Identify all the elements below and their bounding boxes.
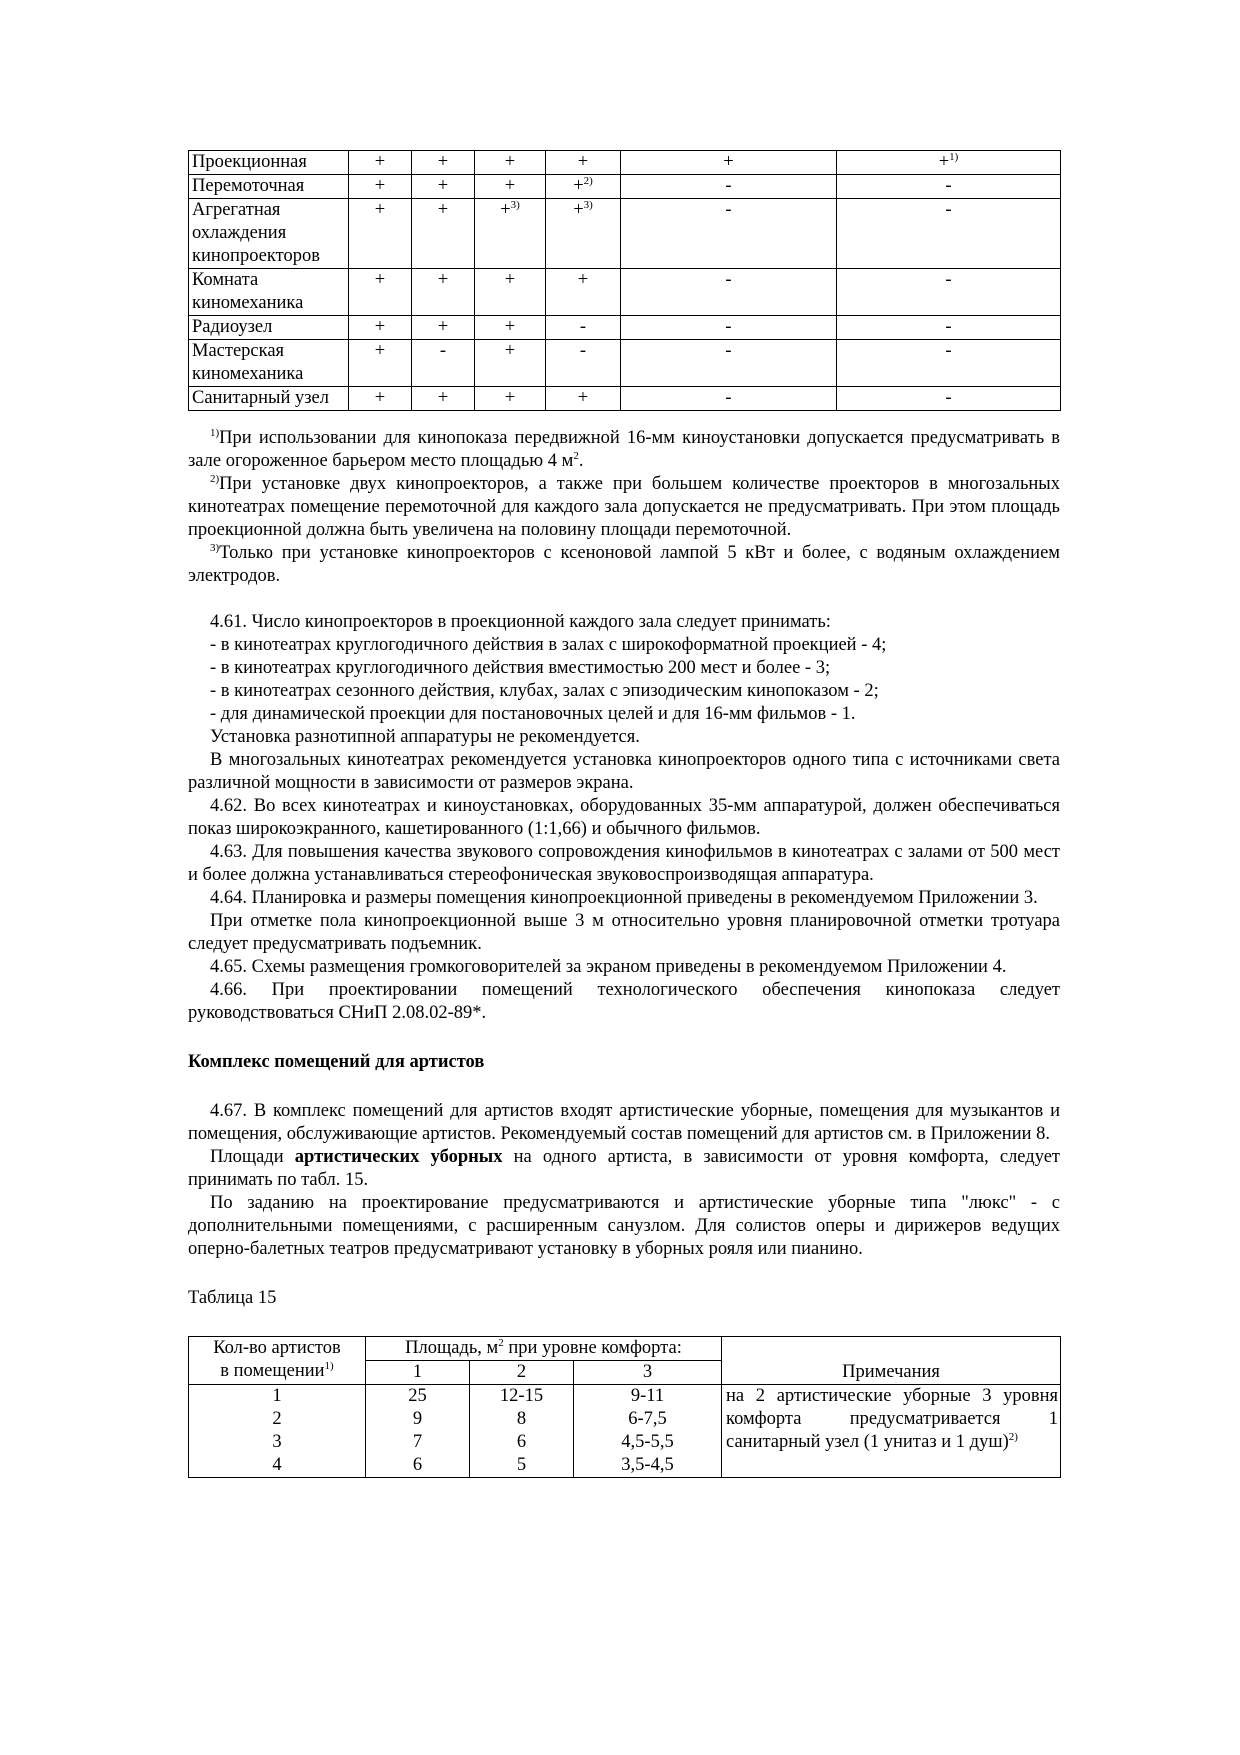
table-cell: + [546,387,621,411]
clause-4-65: 4.65. Схемы размещения громкоговорителей за экраном приведены в рекомендуемом Приложении 4. [210,957,1007,977]
table-row [189,175,1061,199]
table-cell: 9-11 [574,1385,722,1409]
table-cell: + [349,269,412,316]
table-cell: + [412,316,475,340]
table-cell: - [621,316,837,340]
table-cell: + [412,269,475,316]
table-cell: - [546,340,621,387]
table-row [189,151,1061,175]
table-cell: - [837,340,1061,387]
table-cell: 6-7,5 [574,1408,722,1431]
clause-4-67: 4.67. В комплекс помещений для артистов входят артистические уборные, помещения для музыкантов и помещения, обслуживающие артистов. Рекомендуемый состав помещений для артистов см. в Приложении 8. [188,1101,1060,1144]
table-cell: 4 [189,1454,366,1478]
table-cell: - [837,387,1061,411]
table-cell: 2 [189,1408,366,1431]
table-cell: 25 [366,1385,470,1409]
table-cell: + [349,340,412,387]
table-cell: + [546,269,621,316]
table-cell: - [621,340,837,387]
table-cell: 6 [470,1431,574,1454]
table-cell: 12-15 [470,1385,574,1409]
table-cell: 7 [366,1431,470,1454]
table-cell: 6 [366,1454,470,1478]
clause-4-63: 4.63. Для повышения качества звукового сопровождения кинофильмов в кинотеатрах с залами от 500 мест и более должна устанавливаться стереофоническая звуковоспроизводящая аппаратура. [188,842,1060,885]
table-row [189,387,1061,411]
table-cell: + [349,175,412,199]
table-cell: 8 [470,1408,574,1431]
paragraph: Установка разнотипной аппаратуры не рекомендуется. [210,727,640,747]
table-cell: + [475,151,546,175]
clause-4-62: 4.62. Во всех кинотеатрах и киноустановках, оборудованных 35-мм аппаратурой, должен обеспечиваться показ широкоэкранного, кашетированного (1:1,66) и обычного фильмов. [188,796,1060,839]
table-cell: - [412,340,475,387]
footnote-2: $^{2)}$При установке двух кинопроекторов, а также при большем количестве проекторов в многозальных кинотеатрах помещение перемоточной для каждого зала допускается не предусматривать. При этом площадь проекционной должна быть увеличена на половину площади перемоточной. [188,473,1060,540]
table-cell: + [349,151,412,175]
table-row [189,340,1061,387]
footnote-1: $^{1)}$При использовании для кинопоказа передвижной 16-мм киноустановки допускается предусматривать в зале огороженное барьером место площадью 4 $м^2$. [188,427,1060,471]
table-cell: 3 [189,1431,366,1454]
table-cell: + [475,269,546,316]
clause-4-64: 4.64. Планировка и размеры помещения кинопроекционной приведены в рекомендуемом Приложении 3. [210,888,1038,908]
table-cell: - [621,269,837,316]
paragraph: При отметке пола кинопроекционной выше 3 м относительно уровня планировочной отметки тротуара следует предусматривать подъемник. [188,911,1060,954]
header-level: 3 [574,1361,722,1385]
header-count: Кол-во артистов в помещении$^{1)}$ [189,1337,366,1385]
table-cell: 4,5-5,5 [574,1431,722,1454]
table-15 [188,1336,1061,1478]
table-cell: + [412,199,475,269]
footnote-3: $^{3)}$Только при установке кинопроекторов с ксеноновой лампой 5 кВт и более, с водяным охлаждением электродов. [188,542,1060,586]
table-cell: - [837,175,1061,199]
table-row [189,316,1061,340]
table-cell: +$^{3)}$ [546,199,621,269]
table-cell: 1 [189,1385,366,1409]
list-item: - в кинотеатрах сезонного действия, клубах, залах с эпизодическим кинопоказом - 2; [210,681,879,701]
premises-table [188,150,1061,411]
room-name: Комната киномеханика [189,269,349,316]
table-row [189,269,1061,316]
room-name: Агрегатная охлаждения кинопроекторов [189,199,349,269]
room-name: Санитарный узел [189,387,349,411]
table-cell: - [837,199,1061,269]
table-row [189,199,1061,269]
table-cell: - [837,269,1061,316]
table-cell: + [475,316,546,340]
list-item: - в кинотеатрах круглогодичного действия вместимостью 200 мест и более - 3; [210,658,831,678]
table-cell: - [546,316,621,340]
table-cell: - [837,316,1061,340]
room-name: Перемоточная [189,175,349,199]
table-cell: + [349,316,412,340]
table-cell: 5 [470,1454,574,1478]
room-name: Проекционная [189,151,349,175]
table-cell: +$^{3)}$ [475,199,546,269]
table-cell: - [621,387,837,411]
table-cell: - [621,199,837,269]
paragraph: Площади артистических уборных на одного артиста, в зависимости от уровня комфорта, следует принимать по табл. 15. [188,1147,1060,1190]
table-cell: + [412,175,475,199]
table-cell: +$^{1)}$ [837,151,1061,175]
table-cell: - [621,175,837,199]
table-cell: + [349,199,412,269]
table-caption: Таблица 15 [188,1288,277,1308]
header-area: Площадь, $м^2$ при уровне комфорта: [366,1337,722,1361]
header-level: 1 [366,1361,470,1385]
header-level: 2 [470,1361,574,1385]
section-heading: Комплекс помещений для артистов [188,1052,485,1072]
table-cell: + [412,387,475,411]
table-cell: + [349,387,412,411]
room-name: Радиоузел [189,316,349,340]
table-cell: + [475,387,546,411]
list-item: - в кинотеатрах круглогодичного действия в залах с широкоформатной проекцией - 4; [210,635,887,655]
document-page [188,150,1060,1478]
table-cell: + [412,151,475,175]
table-cell: 3,5-4,5 [574,1454,722,1478]
table-cell: + [621,151,837,175]
list-item: - для динамической проекции для постановочных целей и для 16-мм фильмов - 1. [210,704,856,724]
room-name: Мастерская киномеханика [189,340,349,387]
notes-cell: на 2 артистические уборные 3 уровня комфорта предусматривается 1 санитарный узел (1 унитаз и 1 душ)$^{2)}$ [722,1385,1061,1478]
table-cell: + [475,175,546,199]
footnotes [188,427,1060,588]
header-notes: Примечания [722,1337,1061,1385]
clause-4-66: 4.66. При проектировании помещений технологического обеспечения кинопоказа следует руководствоваться СНиП 2.08.02-89*. [188,980,1060,1023]
clause-4-61: 4.61. Число кинопроекторов в проекционной каждого зала следует принимать: [210,612,831,632]
table-cell: + [546,151,621,175]
table-cell: +$^{2)}$ [546,175,621,199]
table-cell: 9 [366,1408,470,1431]
paragraph: В многозальных кинотеатрах рекомендуется установка кинопроекторов одного типа с источниками света различной мощности в зависимости от размеров экрана. [188,750,1060,793]
paragraph: По заданию на проектирование предусматриваются и артистические уборные типа "люкс" - с дополнительными помещениями, с расширенным санузлом. Для солистов оперы и дирижеров ведущих оперно-балетных театров предусматривают установку в уборных рояля или пианино. [188,1193,1060,1259]
table-cell: + [475,340,546,387]
